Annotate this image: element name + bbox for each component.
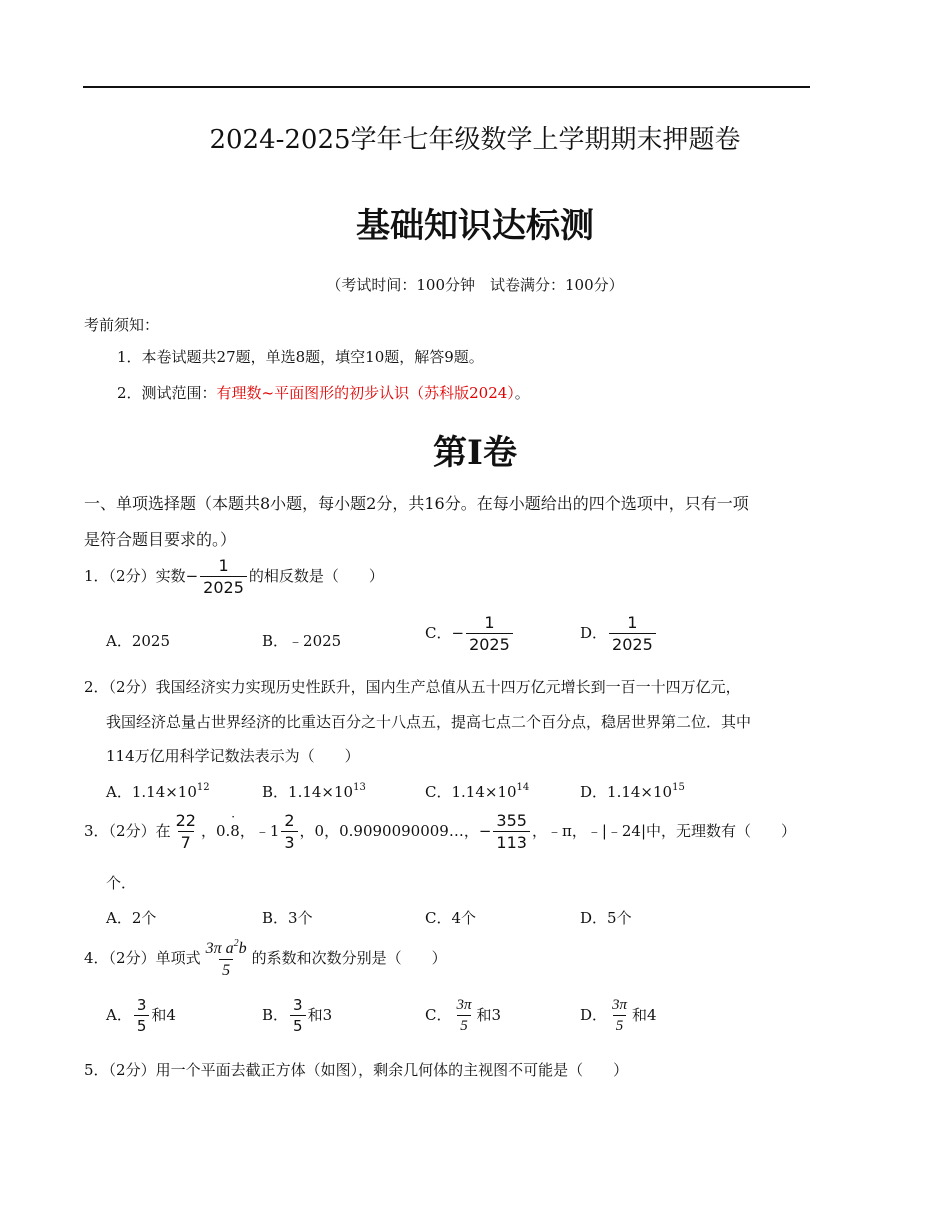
q3-sep-2: ，﹣1 xyxy=(239,822,280,840)
q3-sep-1: ，0. xyxy=(200,822,231,840)
q4-option-b-denominator: 5 xyxy=(290,1015,306,1034)
q1-option-c xyxy=(425,615,515,653)
q2-option-a-exponent: 12 xyxy=(196,782,210,793)
q4-option-b-label: B． xyxy=(262,1006,289,1024)
q4-option-c-denominator: 5 xyxy=(457,1015,471,1034)
q4-suffix: 的系数和次数分别是（ ） xyxy=(251,949,447,967)
q1-option-c-label: C． xyxy=(425,624,452,642)
q2-option-a xyxy=(106,781,210,802)
q4-denominator: 5 xyxy=(219,959,233,979)
q4-option-d-numerator: 3π xyxy=(612,997,628,1013)
q4-option-c-numerator: 3π xyxy=(456,997,472,1013)
notice-item-2-suffix: 。 xyxy=(514,384,530,402)
q2-option-b xyxy=(262,781,366,802)
q4-option-b xyxy=(262,998,332,1034)
q3-option-c: C．4个 xyxy=(425,909,477,927)
q4-numerator-tail: b xyxy=(238,940,247,957)
q3-fraction-2-denominator: 3 xyxy=(281,831,297,851)
exam-subtitle: 基础知识达标测 xyxy=(356,206,594,246)
q2-option-d-exponent: 15 xyxy=(672,782,685,793)
q3-middle: ，0，0.9090090009…， xyxy=(299,822,479,840)
q2-option-c-base: C．1.14×10 xyxy=(425,783,517,801)
section-heading-line1: 一、单项选择题（本题共8小题，每小题2分，共16分。在每小题给出的四个选项中，只有一项 xyxy=(84,494,749,513)
q4-option-d-denominator: 5 xyxy=(613,1015,627,1034)
q1-option-d xyxy=(580,615,658,653)
q3-option-a: A．2个 xyxy=(106,909,157,927)
q2-line-3: 114万亿用科学记数法表示为（ ） xyxy=(106,747,360,765)
q3-fraction-1-numerator: 22 xyxy=(175,811,196,830)
q4-option-c xyxy=(425,998,501,1034)
q2-option-d xyxy=(580,781,685,802)
q3-fraction-3-denominator: 113 xyxy=(493,831,530,851)
q2-option-b-exponent: 13 xyxy=(353,782,366,793)
question-5: 5．（2分）用一个平面去截正方体（如图），剩余几何体的主视图不可能是（ ） xyxy=(84,1061,629,1079)
q1-option-c-minus: − xyxy=(451,624,465,642)
q4-option-d xyxy=(580,998,657,1034)
exam-meta: （考试时间：100分钟 试卷满分：100分） xyxy=(326,276,624,294)
q3-tail: ，﹣π，﹣|﹣24|中，无理数有（ ） xyxy=(531,822,797,840)
q2-option-c xyxy=(425,781,529,802)
q1-numerator: 1 xyxy=(218,556,229,575)
q4-prefix: 4．（2分）单项式 xyxy=(84,949,201,967)
volume-title: 第Ⅰ卷 xyxy=(433,433,517,473)
q1-denominator: 2025 xyxy=(200,576,247,596)
q1-option-d-denominator: 2025 xyxy=(609,633,656,653)
q4-option-c-tail: 和3 xyxy=(476,1006,502,1024)
q1-option-c-denominator: 2025 xyxy=(466,633,513,653)
q4-option-d-label: D． xyxy=(580,1006,608,1024)
q4-option-b-fraction xyxy=(290,998,306,1034)
q1-option-b: B．﹣2025 xyxy=(262,632,342,650)
q4-option-b-numerator: 3 xyxy=(293,996,303,1014)
q4-option-a-tail: 和4 xyxy=(151,1006,176,1024)
q4-option-b-tail: 和3 xyxy=(307,1006,333,1024)
notice-heading: 考前须知： xyxy=(84,316,160,334)
q4-numerator-main: 3π a xyxy=(205,940,234,957)
q4-option-a-denominator: 5 xyxy=(134,1015,150,1034)
section-heading-line2: 是符合题目要求的。） xyxy=(84,530,237,549)
q1-option-d-numerator: 1 xyxy=(627,613,638,632)
notice-item-1: 1．本卷试题共27题，单选8题，填空10题，解答9题。 xyxy=(117,348,484,366)
header-rule xyxy=(83,86,810,88)
q3-fraction-3-numerator: 355 xyxy=(496,811,527,830)
q3-prefix: 3．（2分）在 xyxy=(84,822,171,840)
q4-option-c-fraction xyxy=(453,998,474,1034)
q3-option-b: B．3个 xyxy=(262,909,313,927)
q3-option-d: D．5个 xyxy=(580,909,632,927)
notice-item-2-prefix: 2．测试范围： xyxy=(117,384,217,402)
q4-numerator-exponent: 2 xyxy=(233,938,239,949)
q3-minus: − xyxy=(478,822,492,840)
q4-option-a-numerator: 3 xyxy=(136,996,147,1014)
q1-option-c-fraction xyxy=(466,615,513,653)
q4-option-a-fraction xyxy=(134,998,150,1034)
q2-option-c-exponent: 14 xyxy=(516,782,530,793)
q1-option-d-label: D． xyxy=(580,624,608,642)
q4-option-d-fraction xyxy=(609,998,630,1034)
q4-option-a xyxy=(106,998,176,1034)
test-scope: 有理数~平面图形的初步认识（苏科版2024） xyxy=(216,384,515,402)
q3-fraction-1 xyxy=(173,813,199,851)
q4-option-c-label: C． xyxy=(425,1006,452,1024)
q4-option-d-tail: 和4 xyxy=(632,1006,657,1024)
notice-item-2 xyxy=(117,382,530,403)
exam-title: 2024-2025学年七年级数学上学期期末押题卷 xyxy=(209,125,741,155)
q3-fraction-2 xyxy=(281,813,297,851)
q4-fraction xyxy=(203,939,250,979)
q1-minus: − xyxy=(185,567,199,585)
q1-suffix: 的相反数是（ ） xyxy=(248,567,384,585)
q3-fraction-1-denominator: 7 xyxy=(178,831,194,851)
q4-option-a-label: A． xyxy=(106,1006,132,1024)
q2-option-b-base: B．1.14×10 xyxy=(262,783,354,801)
q1-option-d-fraction xyxy=(609,615,656,653)
q1-option-a: A．2025 xyxy=(106,632,171,650)
q2-line-1: 2．（2分）我国经济实力实现历史性跃升，国内生产总值从五十四万亿元增长到一百一十四万亿元， xyxy=(84,678,741,696)
q3-fraction-2-numerator: 2 xyxy=(284,811,295,830)
question-4 xyxy=(84,939,447,979)
q1-prefix: 1．（2分）实数 xyxy=(84,567,186,585)
q2-option-a-base: A．1.14×10 xyxy=(106,783,197,801)
question-3 xyxy=(84,813,796,851)
q3-repeating-digit: 8 · xyxy=(230,822,240,840)
question-1 xyxy=(84,558,384,596)
q3-line-2: 个． xyxy=(106,874,137,892)
q2-option-d-base: D．1.14×10 xyxy=(580,783,673,801)
q4-numerator xyxy=(203,939,250,959)
q3-fraction-3 xyxy=(493,813,530,851)
q1-option-c-numerator: 1 xyxy=(484,613,495,632)
q1-fraction xyxy=(200,558,247,596)
q2-line-2: 我国经济总量占世界经济的比重达百分之十八点五，提高七点二个百分点，稳居世界第二位．其中 xyxy=(106,713,752,731)
